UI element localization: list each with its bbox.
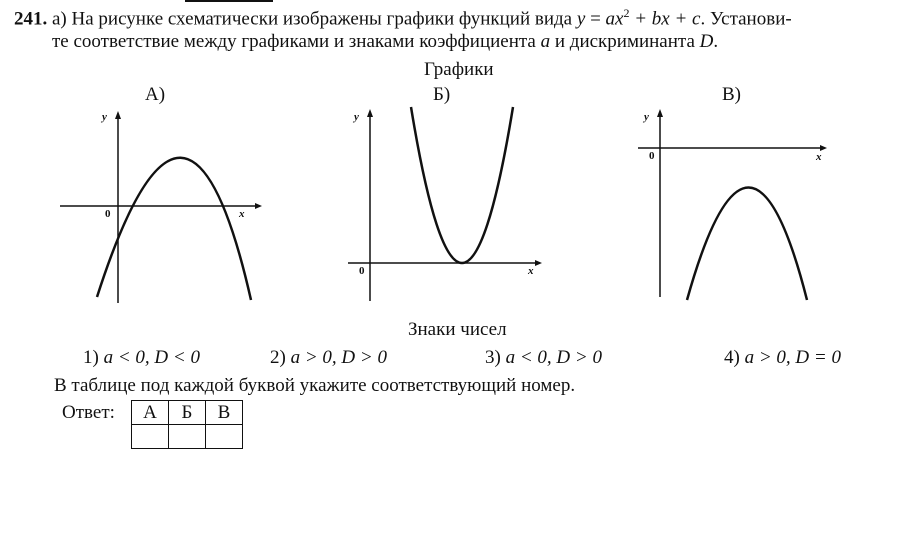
graph-a-x-arrow — [255, 203, 262, 209]
answer-label: Ответ: — [62, 402, 115, 423]
graph-a-y-arrow — [115, 111, 121, 119]
graph-a — [55, 105, 265, 305]
option-1-number: 1) — [83, 347, 99, 368]
graph-b — [345, 105, 545, 305]
graph-a-y-label: y — [102, 111, 107, 123]
graph-b-label: Б) — [433, 84, 451, 105]
answer-column-v: В — [206, 401, 243, 425]
instruction: В таблице под каждой буквой укажите соответствующий номер. — [54, 375, 576, 396]
graph-c-x-label: x — [816, 151, 822, 163]
option-1-text: a < 0, D < 0 — [103, 347, 200, 368]
graph-a-parabola — [97, 158, 251, 300]
problem-text: На рисунке схематически изображены графики функций вида — [71, 8, 573, 30]
formula-rest: + bx + c — [629, 8, 701, 30]
option-2 — [270, 347, 387, 369]
formula-exponent: 2 — [623, 6, 630, 20]
graph-c-y-arrow — [657, 109, 663, 117]
graph-b-y-label: y — [354, 111, 359, 123]
problem-text-end: . Установи- — [700, 8, 792, 30]
option-4 — [724, 347, 841, 369]
graph-b-x-label: x — [528, 265, 534, 277]
graph-b-x-arrow — [535, 260, 542, 266]
graph-a-x-label: x — [239, 208, 245, 220]
option-3-number: 3) — [485, 347, 501, 368]
graph-c-parabola — [687, 188, 807, 301]
option-2-number: 2) — [270, 347, 286, 368]
graph-c-label: В) — [722, 84, 741, 105]
answer-cell-v[interactable] — [206, 425, 243, 449]
signs-heading: Знаки чисел — [408, 319, 507, 340]
option-2-text: a > 0, D > 0 — [290, 347, 387, 368]
problem-number: 241. — [14, 8, 48, 30]
problem-line-2-mid: и дискриминанта — [550, 31, 700, 52]
graph-c-origin: 0 — [649, 150, 655, 162]
graph-b-y-arrow — [367, 109, 373, 117]
answer-input-row — [132, 425, 243, 449]
graph-c — [635, 105, 835, 305]
coefficient-a: a — [540, 31, 551, 52]
graph-a-label: А) — [145, 84, 166, 105]
graph-b-parabola — [411, 107, 513, 263]
answer-column-b: Б — [169, 401, 206, 425]
top-rule — [185, 0, 273, 2]
option-1 — [83, 347, 200, 369]
option-4-text: a > 0, D = 0 — [744, 347, 841, 368]
graph-c-y-label: y — [644, 111, 649, 123]
answer-column-a: А — [132, 401, 169, 425]
graph-a-origin: 0 — [105, 208, 111, 220]
formula-ax: ax — [605, 8, 624, 30]
answer-header-row — [132, 401, 243, 425]
problem-line-2 — [52, 31, 718, 53]
answer-cell-b[interactable] — [169, 425, 206, 449]
problem-line-2-end: . — [713, 31, 719, 52]
option-4-number: 4) — [724, 347, 740, 368]
answer-cell-a[interactable] — [132, 425, 169, 449]
problem-line-1 — [14, 6, 792, 30]
option-3-text: a < 0, D > 0 — [505, 347, 602, 368]
graph-b-origin: 0 — [359, 265, 365, 277]
answer-table — [131, 400, 243, 449]
formula-eq: = — [585, 8, 606, 30]
problem-part: а) — [52, 8, 67, 30]
graphs-heading: Графики — [424, 59, 494, 80]
option-3 — [485, 347, 602, 369]
discriminant-d: D — [699, 31, 714, 52]
formula-lhs: y — [576, 8, 586, 30]
problem-line-2-text: те соответствие между графиками и знаками коэффициента — [52, 31, 541, 52]
